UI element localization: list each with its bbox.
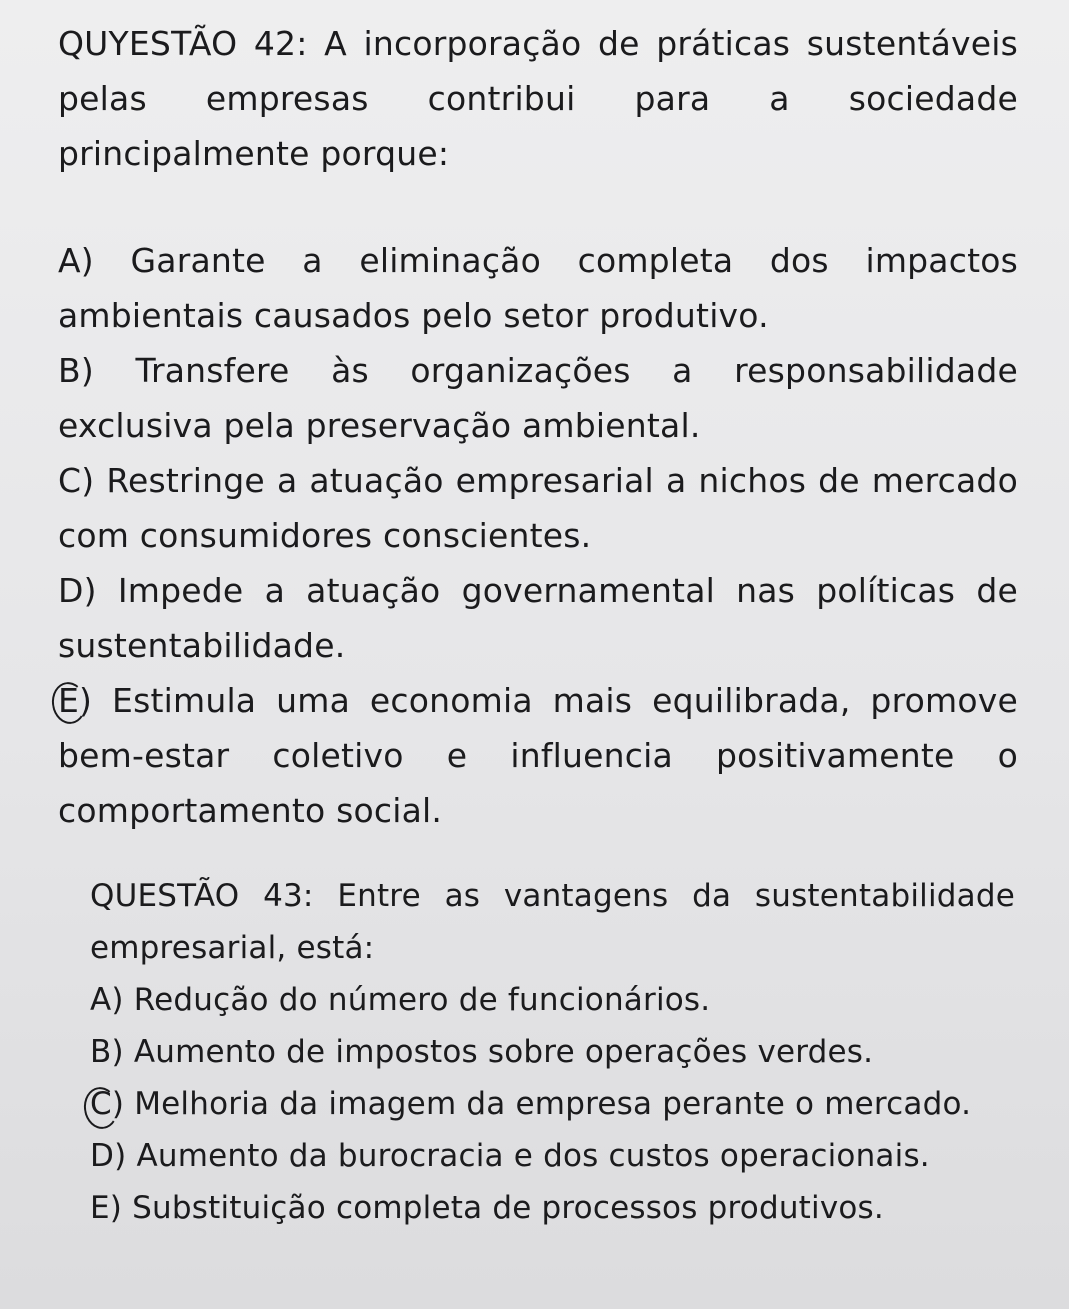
q42-option-e-text: Estimula uma economia mais equilibrada, promove bem-estar coletivo e influencia positivamente o comportamento social. (58, 681, 1018, 830)
q42-option-c[interactable] (58, 453, 1018, 563)
question-42 (58, 16, 1018, 838)
question-42-stem (58, 16, 1018, 181)
q43-option-b[interactable] (90, 1026, 1015, 1078)
question-43-heading: QUESTÃO 43: (90, 878, 314, 914)
q42-option-d-letter: D) (58, 571, 97, 610)
q43-option-a-text: Redução do número de funcionários. (133, 982, 711, 1018)
q43-option-e-letter: E) (90, 1190, 123, 1226)
q42-option-a-text: Garante a eliminação completa dos impactos ambientais causados pelo setor produtivo. (58, 241, 1018, 335)
q43-option-e[interactable] (90, 1182, 1015, 1234)
question-43-options (90, 974, 1015, 1234)
q42-option-e-letter (58, 673, 92, 728)
q43-option-c-text: Melhoria da imagem da empresa perante o mercado. (134, 1086, 972, 1122)
q42-option-e[interactable] (58, 673, 1018, 838)
q43-option-c[interactable] (90, 1078, 1015, 1130)
q42-option-e-letter-text: E) (58, 681, 93, 720)
question-42-options (58, 233, 1018, 838)
question-43-stem-text: Entre as vantagens da sustentabilidade empresarial, está: (90, 878, 1015, 966)
q43-option-e-text: Substituição completa de processos produtivos. (132, 1190, 884, 1226)
q42-option-d[interactable] (58, 563, 1018, 673)
q43-option-b-letter: B) (90, 1034, 124, 1070)
q42-option-a-letter: A) (58, 241, 94, 280)
q42-option-a[interactable] (58, 233, 1018, 343)
question-42-stem-text: A incorporação de práticas sustentáveis pelas empresas contribui para a sociedade principalmente porque: (58, 24, 1018, 173)
q43-option-a[interactable] (90, 974, 1015, 1026)
exam-page (58, 16, 1018, 838)
q43-option-c-letter-text: C) (90, 1086, 125, 1122)
q42-option-b-text: Transfere às organizações a responsabilidade exclusiva pela preservação ambiental. (58, 351, 1018, 445)
q43-option-a-letter: A) (90, 982, 124, 1018)
q43-option-d-letter: D) (90, 1138, 127, 1174)
q42-option-d-text: Impede a atuação governamental nas políticas de sustentabilidade. (58, 571, 1018, 665)
q42-option-c-letter: C) (58, 461, 95, 500)
question-43 (90, 870, 1015, 1234)
question-43-stem (90, 870, 1015, 974)
q42-option-c-text: Restringe a atuação empresarial a nichos de mercado com consumidores conscientes. (58, 461, 1018, 555)
q42-option-b-letter: B) (58, 351, 94, 390)
q43-option-d-text: Aumento da burocracia e dos custos operacionais. (136, 1138, 930, 1174)
q42-option-b[interactable] (58, 343, 1018, 453)
question-42-heading: QUYESTÃO 42: (58, 24, 308, 63)
q43-option-b-text: Aumento de impostos sobre operações verdes. (133, 1034, 874, 1070)
q43-option-d[interactable] (90, 1130, 1015, 1182)
q43-option-c-letter (90, 1078, 124, 1130)
